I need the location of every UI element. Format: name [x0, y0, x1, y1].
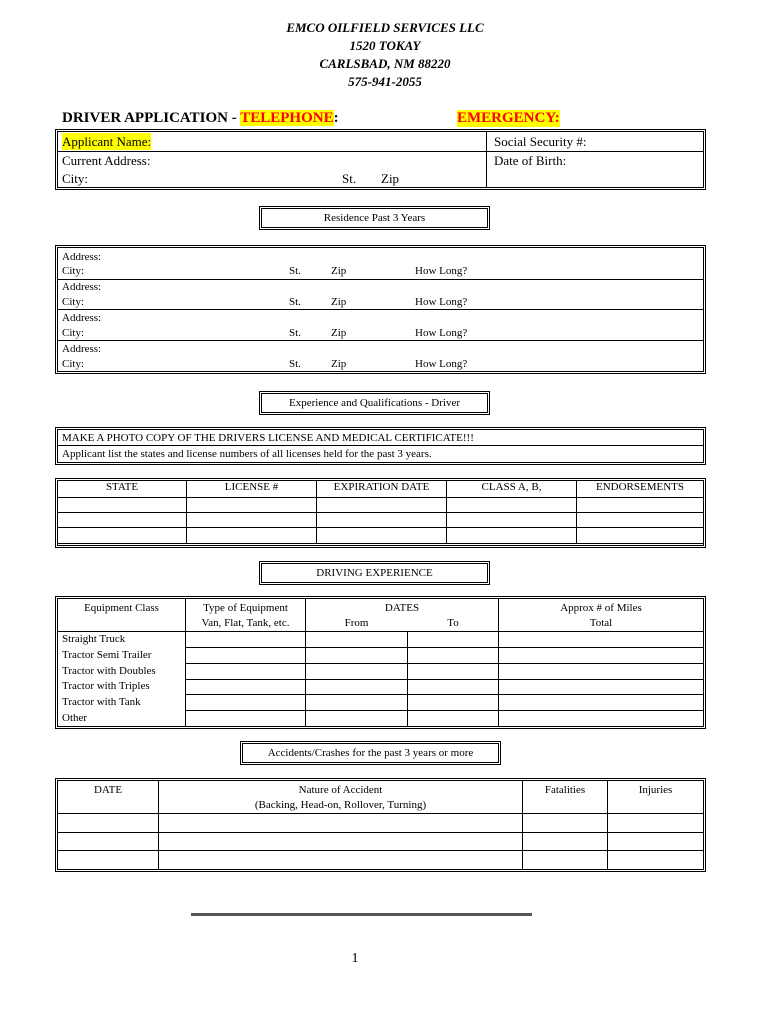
residence-st-4: St. [289, 358, 301, 370]
signature-line [191, 913, 532, 916]
accident-nature-header-2: (Backing, Head-on, Rollover, Turning) [254, 799, 427, 811]
driving-row-line [185, 663, 703, 664]
driving-row-line [185, 647, 703, 648]
residence-line-3 [58, 340, 703, 341]
residence-howlong-2: How Long? [415, 296, 468, 308]
residence-address-2: Address: [62, 281, 102, 293]
accident-row-line [58, 850, 703, 851]
license-cell[interactable] [577, 498, 704, 513]
license-notice: MAKE A PHOTO COPY OF THE DRIVERS LICENSE AND MEDICAL CERTIFICATE!!! [62, 432, 474, 444]
residence-st-1: St. [289, 265, 301, 277]
equipment-class-doubles: Tractor with Doubles [62, 665, 156, 677]
notice-divider [58, 445, 703, 446]
license-cell[interactable] [447, 513, 577, 528]
to-header: To [447, 617, 459, 629]
driving-title: DRIVING EXPERIENCE [261, 563, 488, 583]
license-header-endorsements: ENDORSEMENTS [577, 481, 704, 498]
dates-header: DATES [384, 602, 420, 614]
residence-zip-4: Zip [331, 358, 347, 370]
title-prefix: DRIVER APPLICATION - [62, 110, 241, 126]
equipment-class-triples: Tractor with Triples [62, 680, 150, 692]
license-cell[interactable] [58, 528, 187, 544]
residence-address-1: Address: [62, 251, 102, 263]
accident-fatalities-header: Fatalities [544, 784, 586, 796]
residence-st-2: St. [289, 296, 301, 308]
license-header-expiration: EXPIRATION DATE [317, 481, 447, 498]
dob-label: Date of Birth: [494, 153, 567, 168]
accident-header-line [58, 813, 703, 814]
residence-address-4: Address: [62, 343, 102, 355]
license-header-class: CLASS A, B, [447, 481, 577, 498]
miles-header-2: Total [589, 617, 613, 629]
license-header-number: LICENSE # [187, 481, 317, 498]
license-cell[interactable] [317, 498, 447, 513]
license-cell[interactable] [447, 528, 577, 544]
license-instruction: Applicant list the states and license numbers of all licenses held for the past 3 years. [62, 448, 432, 460]
company-phone: 575-941-2055 [348, 74, 422, 89]
applicant-box [57, 131, 704, 188]
equipment-class-header: Equipment Class [84, 602, 159, 614]
license-cell[interactable] [58, 513, 187, 528]
residence-city-4: City: [62, 358, 85, 370]
company-street: 1520 TOKAY [349, 38, 421, 53]
residence-box [57, 247, 704, 372]
state-label: St. [342, 171, 357, 186]
driving-header-line [58, 631, 703, 632]
company-name: EMCO OILFIELD SERVICES LLC [286, 20, 484, 35]
license-cell[interactable] [58, 498, 187, 513]
equipment-class-tank: Tractor with Tank [62, 696, 141, 708]
city-label: City: [62, 171, 89, 186]
accidents-table [57, 780, 704, 870]
residence-st-3: St. [289, 327, 301, 339]
license-cell[interactable] [187, 513, 317, 528]
residence-title: Residence Past 3 Years [261, 208, 488, 228]
experience-title: Experience and Qualifications - Driver [261, 393, 488, 413]
accident-nature-header-1: Nature of Accident [298, 784, 383, 796]
zip-label: Zip [381, 171, 400, 186]
residence-address-3: Address: [62, 312, 102, 324]
residence-line-1 [58, 279, 703, 280]
license-cell[interactable] [447, 498, 577, 513]
applicant-name-label: Applicant Name: [62, 134, 152, 149]
license-cell[interactable] [577, 528, 704, 544]
residence-zip-1: Zip [331, 265, 347, 277]
accident-date-header: DATE [93, 784, 123, 796]
from-header: From [344, 617, 369, 629]
equipment-type-header-2: Van, Flat, Tank, etc. [201, 617, 290, 629]
license-notice-box [57, 429, 704, 463]
equipment-class-semi-trailer: Tractor Semi Trailer [62, 649, 152, 661]
company-city: CARLSBAD, NM 88220 [319, 56, 451, 71]
telephone-label: TELEPHONE [240, 110, 334, 126]
residence-city-1: City: [62, 265, 85, 277]
residence-howlong-4: How Long? [415, 358, 468, 370]
license-row [58, 498, 704, 513]
license-cell[interactable] [187, 498, 317, 513]
equipment-type-header-1: Type of Equipment [203, 602, 288, 614]
accident-row-line [58, 832, 703, 833]
license-table [57, 480, 704, 546]
driving-table [57, 598, 704, 727]
residence-zip-3: Zip [331, 327, 347, 339]
license-cell[interactable] [577, 513, 704, 528]
driving-row-line [185, 679, 703, 680]
accidents-title: Accidents/Crashes for the past 3 years or more [242, 743, 499, 763]
ssn-label: Social Security #: [494, 134, 587, 149]
title-colon: : [333, 110, 339, 126]
license-cell[interactable] [187, 528, 317, 544]
driving-row-line [185, 710, 703, 711]
page-number: 1 [351, 951, 359, 966]
residence-zip-2: Zip [331, 296, 347, 308]
applicant-divider [486, 132, 487, 187]
license-row [58, 513, 704, 528]
accident-injuries-header: Injuries [638, 784, 673, 796]
residence-howlong-1: How Long? [415, 265, 468, 277]
residence-line-2 [58, 309, 703, 310]
license-row [58, 528, 704, 544]
current-address-label: Current Address: [62, 153, 151, 168]
equipment-class-other: Other [62, 712, 88, 724]
page-title [62, 110, 339, 127]
driving-row-line [185, 694, 703, 695]
license-cell[interactable] [317, 513, 447, 528]
residence-howlong-3: How Long? [415, 327, 468, 339]
emergency-label: EMERGENCY: [457, 110, 560, 126]
residence-city-2: City: [62, 296, 85, 308]
residence-city-3: City: [62, 327, 85, 339]
equipment-class-straight-truck: Straight Truck [62, 633, 126, 645]
license-cell[interactable] [317, 528, 447, 544]
license-header-state: STATE [58, 481, 187, 498]
miles-header-1: Approx # of Miles [560, 602, 642, 614]
